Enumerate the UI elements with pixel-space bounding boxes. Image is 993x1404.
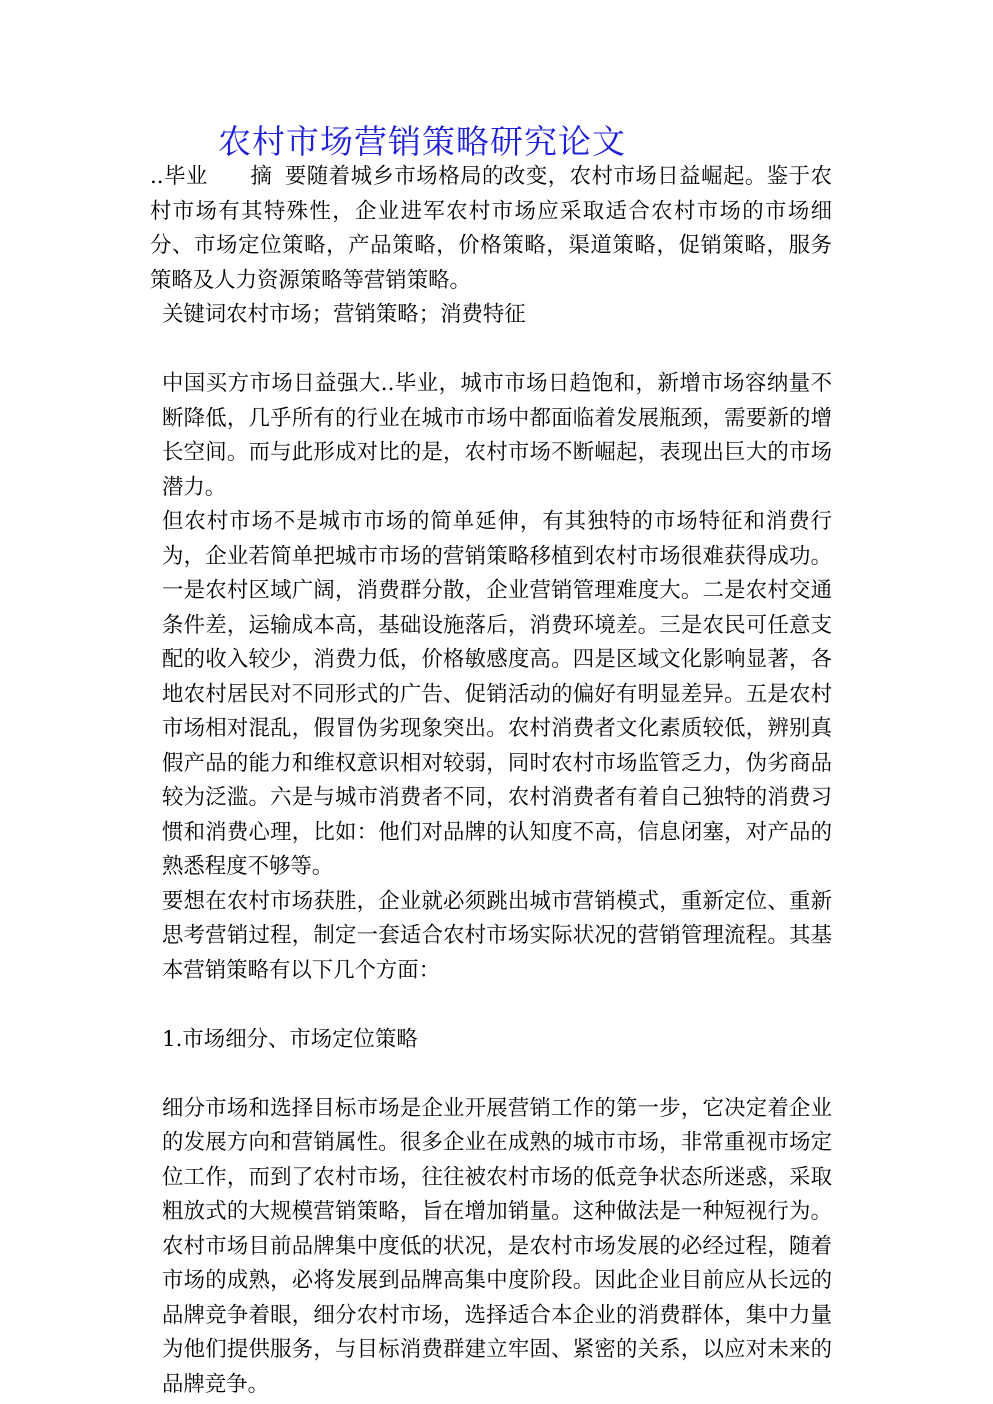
blank-line <box>150 988 832 1023</box>
blank-line <box>150 1057 832 1092</box>
abstract-prefix: ..毕业 <box>150 164 208 189</box>
paragraph-2: 但农村市场不是城市市场的简单延伸，有其独特的市场特征和消费行为，企业若简单把城市市场的营销策略移植到农村市场很难获得成功。一是农村区域广阔，消费群分散，企业营销管理难度大。二是农村交通条件差，运输成本高，基础设施落后，消费环境差。三是农民可任意支配的收入较少，消费力低，价格敏感度高。四是区域文化影响显著，各地农村居民对不同形式的广告、促销活动的偏好有明显差异。五是农村市场相对混乱，假冒伪劣现象突出。农村消费者文化素质较低，辨别真假产品的能力和维权意识相对较弱，同时农村市场监管乏力，伪劣商品较为泛滥。六是与城市消费者不同，农村消费者有着自己独特的消费习惯和消费心理，比如：他们对品牌的认知度不高，信息闭塞，对产品的熟悉程度不够等。 <box>162 509 832 879</box>
blank-line <box>150 333 832 368</box>
document-body <box>150 160 832 1402</box>
paragraph-4: 细分市场和选择目标市场是企业开展营销工作的第一步，它决定着企业的发展方向和营销属性。很多企业在成熟的城市市场，非常重视市场定位工作，而到了农村市场，往往被农村市场的低竞争状态所迷惑，采取粗放式的大规模营销策略，旨在增加销量。这种做法是一种短视行为。农村市场目前品牌集中度低的状况，是农村市场发展的必经过程，随着市场的成熟，必将发展到品牌高集中度阶段。因此企业目前应从长远的品牌竞争着眼，细分农村市场，选择适合本企业的消费群体，集中力量为他们提供服务，与目标消费群建立牢固、紧密的关系，以应对未来的品牌竞争。 <box>162 1095 832 1397</box>
abstract-label: 摘 <box>249 164 273 189</box>
abstract-paragraph <box>150 160 832 298</box>
abstract-text: 要随着城乡市场格局的改变，农村市场日益崛起。鉴于农村市场有其特殊性，企业进军农村市场应采取适合农村市场的市场细分、市场定位策略，产品策略，价格策略，渠道策略，促销策略，服务策略及人力资源策略等营销策略。 <box>150 164 832 293</box>
paragraph-1: 中国买方市场日益强大..毕业，城市市场日趋饱和，新增市场容纳量不断降低，几乎所有的行业在城市市场中都面临着发展瓶颈，需要新的增长空间。而与此形成对比的是，农村市场不断崛起，表现出巨大的市场潜力。 <box>162 371 832 500</box>
paragraph-3: 要想在农村市场获胜，企业就必须跳出城市营销模式，重新定位、重新思考营销过程，制定一套适合农村市场实际状况的营销管理流程。其基本营销策略有以下几个方面： <box>162 888 832 983</box>
section-heading-1: 1.市场细分、市场定位策略 <box>162 1026 418 1052</box>
keywords-line: 关键词农村市场；营销策略；消费特征 <box>162 302 526 327</box>
document-title: 农村市场营销策略研究论文 <box>218 122 626 161</box>
